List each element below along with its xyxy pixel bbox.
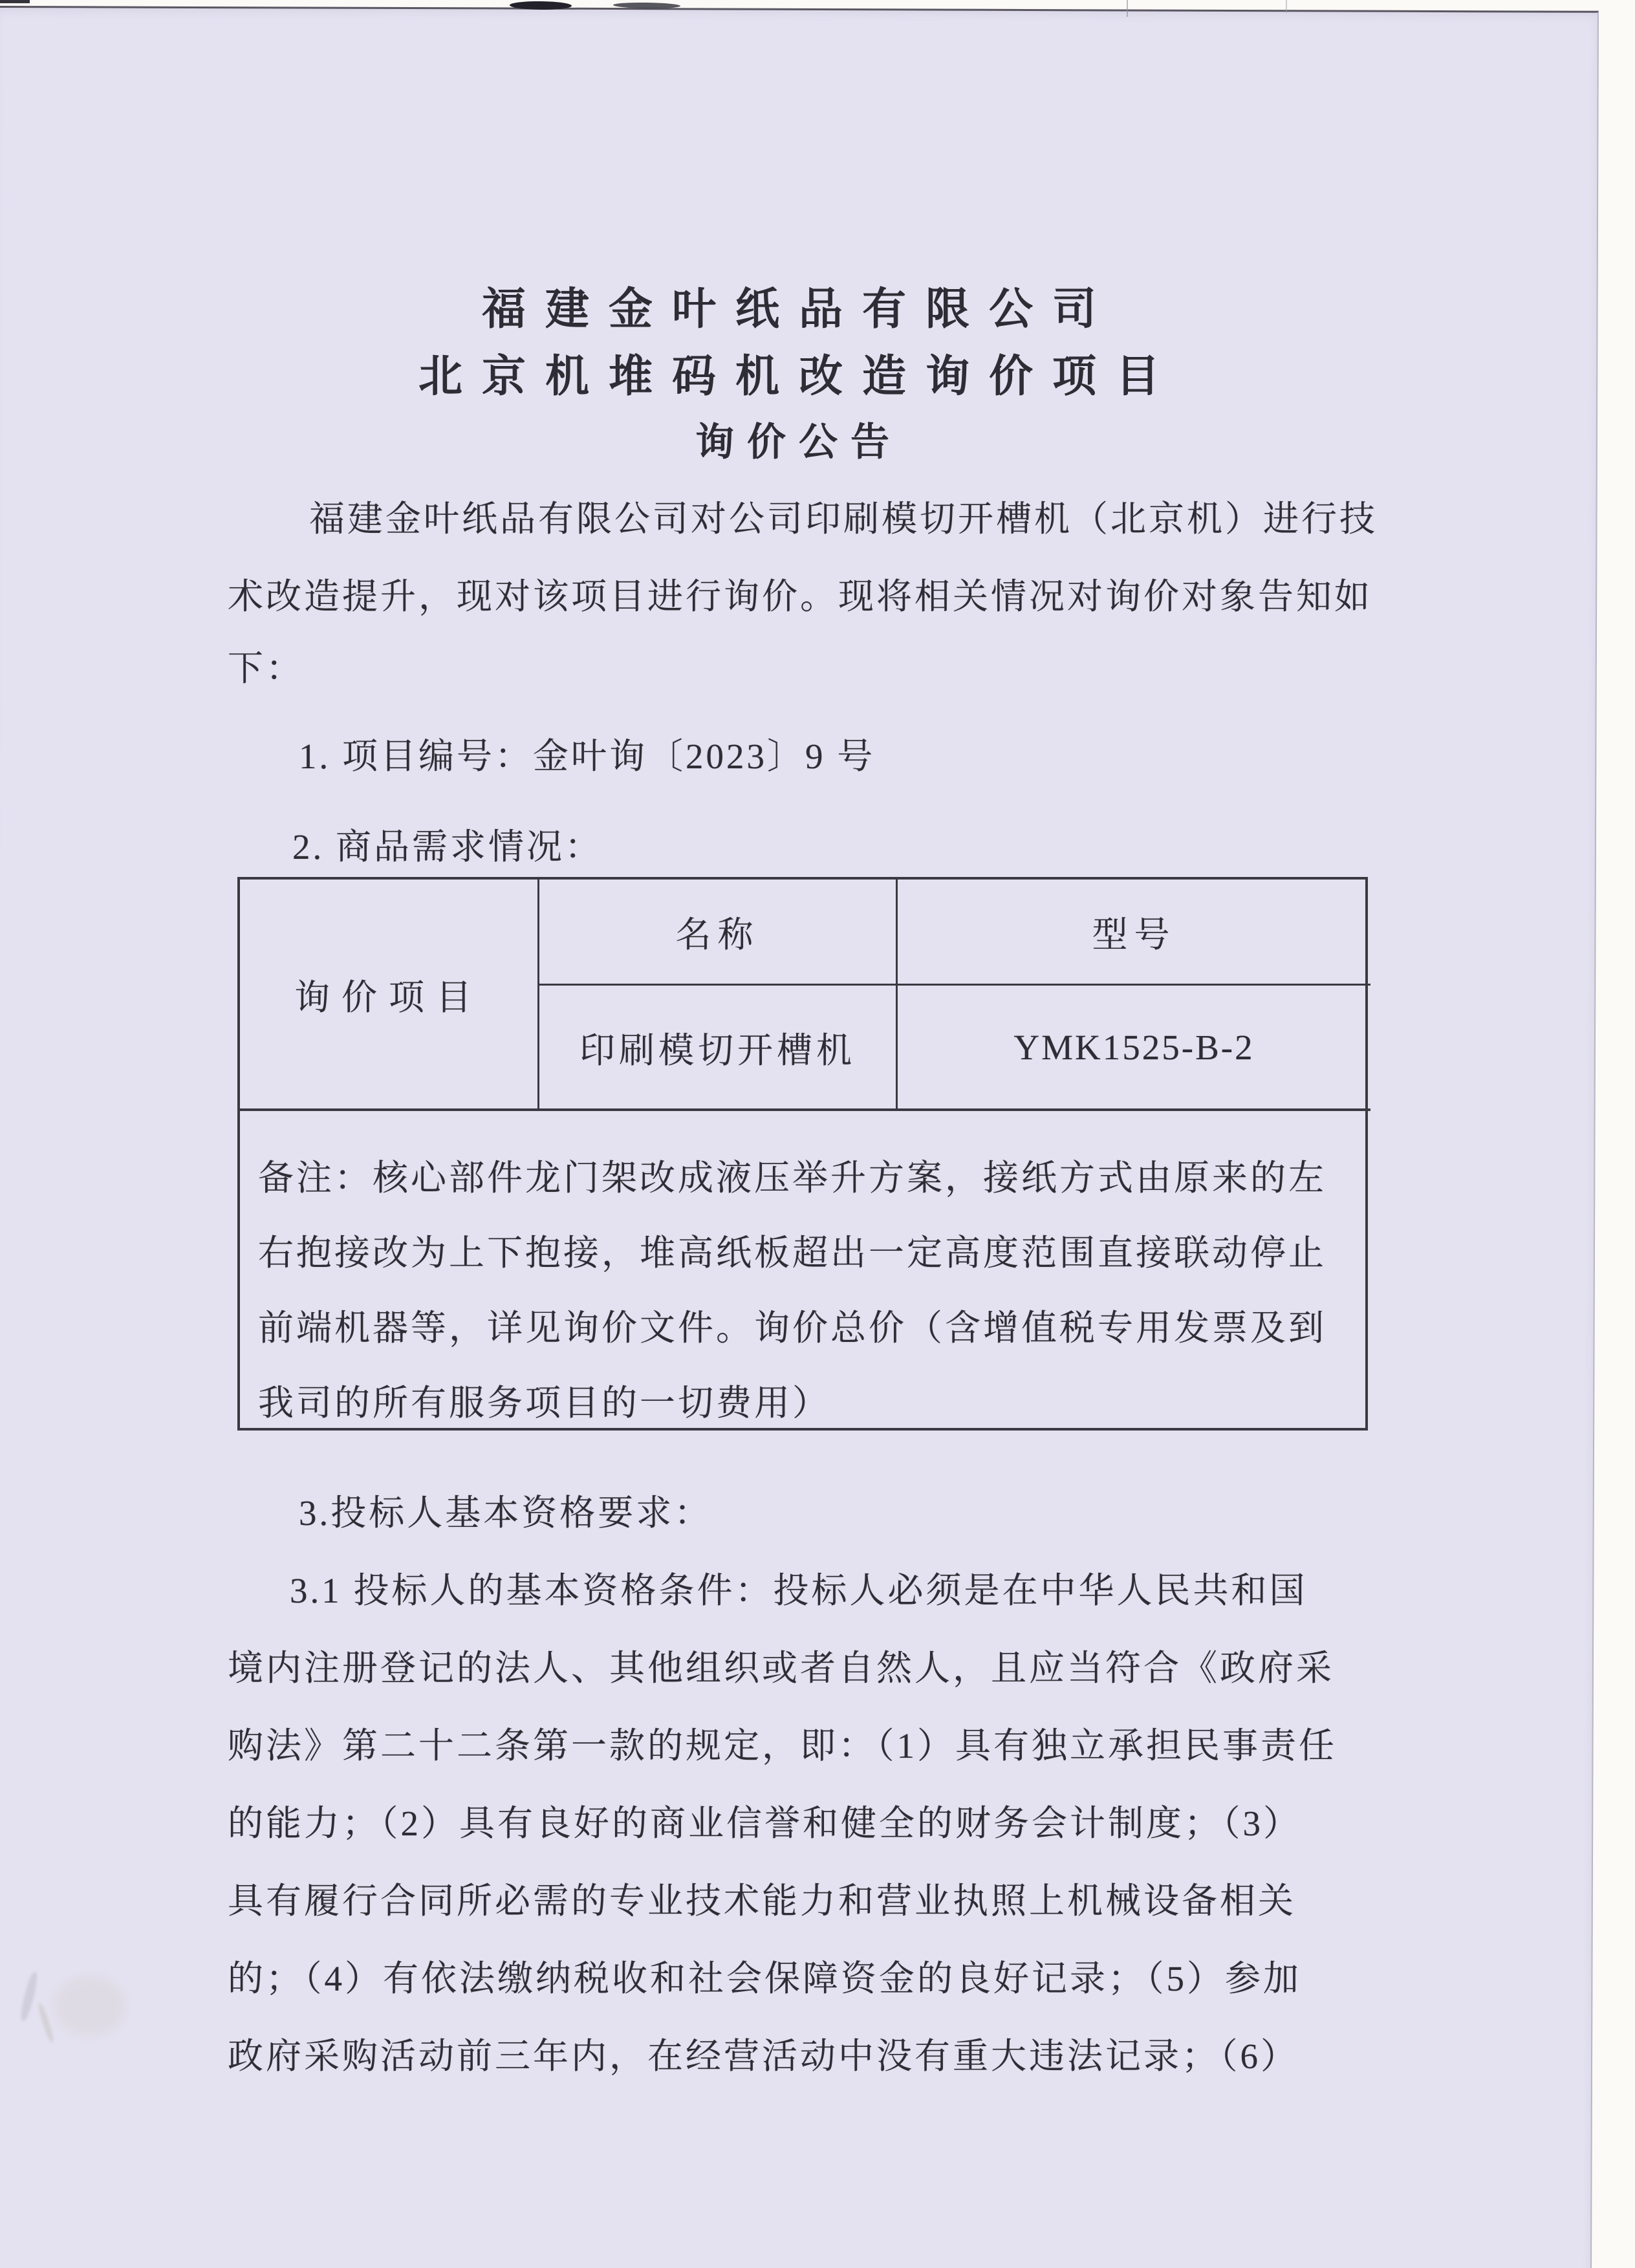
section3-line: 3.1 投标人的基本资格条件：投标人必须是在中华人民共和国 [290, 1571, 1308, 1610]
section3-heading: 3.投标人基本资格要求： [299, 1493, 713, 1533]
section3-line: 政府采购活动前三年内，在经营活动中没有重大违法记录；（6） [228, 2036, 1299, 2076]
table-header-name: 名称 [539, 880, 898, 986]
remark-line: 右抱接改为上下抱接，堆高纸板超出一定高度范围直接联动停止 [258, 1233, 1327, 1273]
section3-line: 的；（4）有依法缴纳税收和社会保障资金的良好记录；（5）参加 [228, 1959, 1302, 1998]
table-header-model: 型号 [898, 880, 1370, 986]
section3-line: 购法》第二十二条第一款的规定，即：（1）具有独立承担民事责任 [228, 1726, 1337, 1766]
intro-line-2: 术改造提升，现对该项目进行询价。现将相关情况对询价对象告知如 [228, 577, 1373, 616]
intro-line-1: 福建金叶纸品有限公司对公司印刷模切开槽机（北京机）进行技 [309, 499, 1378, 539]
table-cell-remark [240, 1108, 1370, 1433]
table-cell-inquiry-project: 询价项目 [240, 880, 539, 1108]
section3-line: 具有履行合同所必需的专业技术能力和营业执照上机械设备相关 [228, 1881, 1297, 1921]
intro-line-3: 下： [228, 649, 305, 688]
remark-line: 我司的所有服务项目的一切费用） [258, 1383, 831, 1423]
title-company: 福建金叶纸品有限公司 [481, 285, 1116, 334]
remark-line: 前端机器等，详见询价文件。询价总价（含增值税专用发票及到 [258, 1308, 1327, 1348]
title-project: 北京机堆码机改造询价项目 [418, 352, 1179, 401]
remark-line: 备注：核心部件龙门架改成液压举升方案，接纸方式由原来的左 [258, 1158, 1327, 1198]
demand-table [237, 877, 1368, 1431]
section3-line: 境内注册登记的法人、其他组织或者自然人，且应当符合《政府采 [228, 1648, 1335, 1688]
title-doc-type: 询价公告 [695, 421, 902, 464]
list-item-project-number: 1. 项目编号：金叶询〔2023〕9 号 [299, 737, 876, 776]
list-item-demand: 2. 商品需求情况： [292, 827, 603, 867]
table-cell-machine-name: 印刷模切开槽机 [539, 986, 898, 1108]
section3-line: 的能力；（2）具有良好的商业信誉和健全的财务会计制度；（3） [228, 1804, 1302, 1843]
table-cell-machine-model: YMK1525-B-2 [1013, 1027, 1255, 1067]
